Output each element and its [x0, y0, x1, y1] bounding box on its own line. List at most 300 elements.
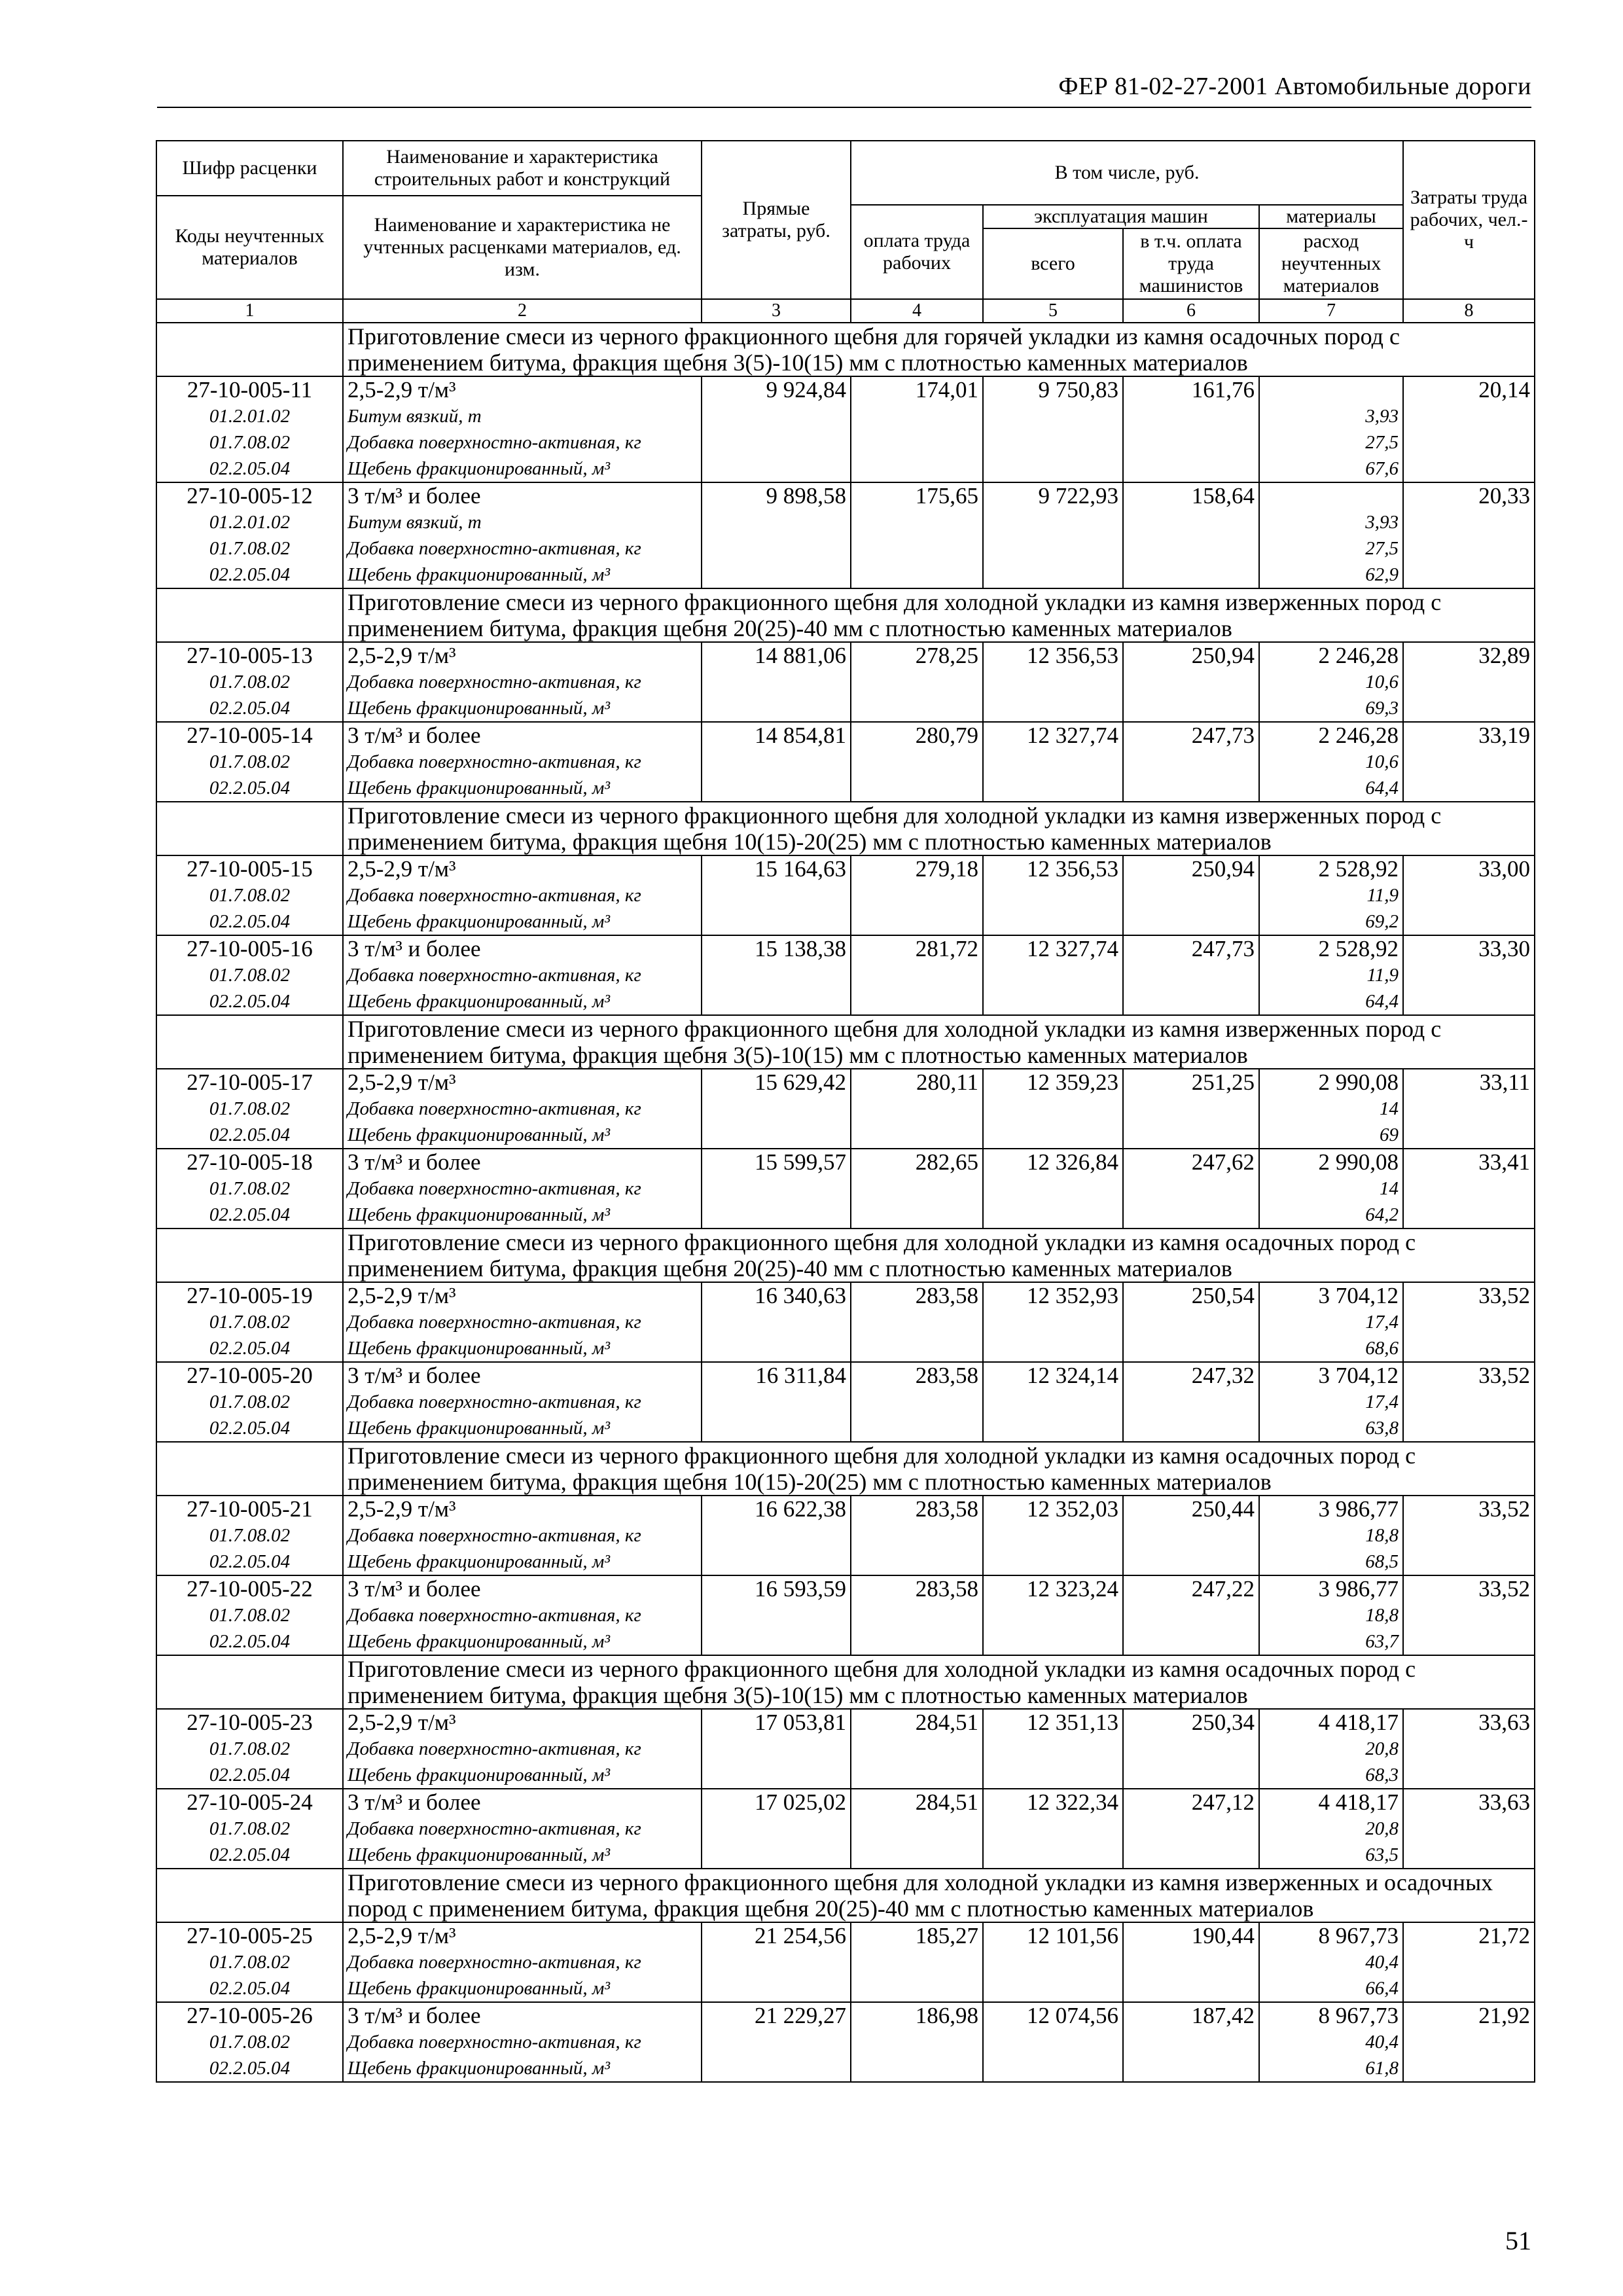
material-consumption: 69: [1259, 1122, 1403, 1149]
empty-cell: [851, 1096, 983, 1122]
material-row: [156, 1975, 1535, 2002]
empty-cell: [851, 988, 983, 1015]
machines-total: 9 722,93: [983, 482, 1123, 509]
material-name: Добавка поверхностно-активная, кг: [343, 1816, 702, 1842]
empty-cell: [702, 1602, 851, 1628]
column-numbers-row: [156, 299, 1535, 323]
rate-row: [156, 1496, 1535, 1522]
material-code: 01.7.08.02: [156, 1949, 343, 1975]
empty-cell: [851, 2029, 983, 2055]
empty-cell: [851, 1202, 983, 1229]
direct-costs: 16 340,63: [702, 1282, 851, 1309]
material-name: Щебень фракционированный, м³: [343, 2055, 702, 2082]
empty-cell: [702, 1949, 851, 1975]
empty-cell: [702, 882, 851, 908]
wages: 281,72: [851, 935, 983, 962]
column-number: 8: [1403, 299, 1535, 323]
rate-row: [156, 1282, 1535, 1309]
material-row: [156, 456, 1535, 482]
material-code: 01.7.08.02: [156, 2029, 343, 2055]
rate-code: 27-10-005-14: [156, 722, 343, 749]
column-number: 4: [851, 299, 983, 323]
rate-code: 27-10-005-21: [156, 1496, 343, 1522]
empty-cell: [983, 2029, 1123, 2055]
empty-cell: [1123, 403, 1259, 429]
material-name: Добавка поверхностно-активная, кг: [343, 1175, 702, 1202]
machines-total: 12 352,03: [983, 1496, 1123, 1522]
rate-code: 27-10-005-11: [156, 376, 343, 403]
empty-cell: [1403, 1522, 1535, 1549]
material-code: 02.2.05.04: [156, 562, 343, 588]
direct-costs: 9 924,84: [702, 376, 851, 403]
material-row: [156, 695, 1535, 722]
empty-cell: [1123, 1842, 1259, 1869]
material-consumption: 61,8: [1259, 2055, 1403, 2082]
section-header-row: [156, 1015, 1535, 1069]
material-name: Щебень фракционированный, м³: [343, 1335, 702, 1362]
material-consumption: 18,8: [1259, 1602, 1403, 1628]
material-code: 01.7.08.02: [156, 669, 343, 695]
direct-costs: 17 025,02: [702, 1789, 851, 1816]
materials-cost: 8 967,73: [1259, 2002, 1403, 2029]
empty-cell: [851, 403, 983, 429]
material-consumption: 20,8: [1259, 1736, 1403, 1762]
empty-cell: [983, 1628, 1123, 1655]
section-header-row: [156, 1869, 1535, 1922]
direct-costs: 16 311,84: [702, 1362, 851, 1389]
rate-row: [156, 1362, 1535, 1389]
rate-code: 27-10-005-26: [156, 2002, 343, 2029]
empty-cell: [1403, 1389, 1535, 1415]
empty-cell: [983, 1415, 1123, 1442]
material-consumption: 64,4: [1259, 988, 1403, 1015]
rate-row: [156, 1575, 1535, 1602]
labor-costs: 33,52: [1403, 1575, 1535, 1602]
machines-wages: 158,64: [1123, 482, 1259, 509]
header-divider: [157, 107, 1531, 108]
direct-costs: 15 138,38: [702, 935, 851, 962]
empty-cell: [851, 749, 983, 775]
section-title: Приготовление смеси из черного фракционного щебня для холодной укладки из камня изверженных пород с применением битума, фракция щебня 10(15)-20(25) мм с плотностью каменных материалов: [343, 802, 1535, 855]
material-name: Добавка поверхностно-активная, кг: [343, 1602, 702, 1628]
empty-cell: [1123, 669, 1259, 695]
direct-costs: 14 881,06: [702, 642, 851, 669]
table-body: [156, 323, 1535, 2082]
empty-cell: [851, 962, 983, 988]
header-labor: Затраты труда рабочих, чел.-ч: [1403, 141, 1535, 299]
empty-cell: [1403, 1736, 1535, 1762]
header-machines-wages: в т.ч. оплата труда машинистов: [1123, 228, 1259, 299]
rate-name: 2,5-2,9 т/м³: [343, 1282, 702, 1309]
material-code: 01.7.08.02: [156, 1389, 343, 1415]
empty-cell: [851, 1816, 983, 1842]
material-row: [156, 1122, 1535, 1149]
empty-cell: [702, 1096, 851, 1122]
rate-name: 2,5-2,9 т/м³: [343, 855, 702, 882]
material-code: 02.2.05.04: [156, 456, 343, 482]
materials-cost: 2 246,28: [1259, 722, 1403, 749]
empty-cell: [851, 1522, 983, 1549]
wages: 283,58: [851, 1496, 983, 1522]
labor-costs: 33,63: [1403, 1709, 1535, 1736]
empty-cell: [983, 1335, 1123, 1362]
empty-cell: [851, 1175, 983, 1202]
empty-cell: [983, 1522, 1123, 1549]
empty-cell: [1123, 1816, 1259, 1842]
empty-cell: [983, 669, 1123, 695]
direct-costs: 21 229,27: [702, 2002, 851, 2029]
section-code-cell: [156, 1442, 343, 1496]
labor-costs: 33,30: [1403, 935, 1535, 962]
empty-cell: [1403, 535, 1535, 562]
material-name: Добавка поверхностно-активная, кг: [343, 429, 702, 456]
rate-row: [156, 1709, 1535, 1736]
empty-cell: [1403, 749, 1535, 775]
rate-name: 3 т/м³ и более: [343, 2002, 702, 2029]
machines-wages: 250,94: [1123, 642, 1259, 669]
empty-cell: [983, 1762, 1123, 1789]
material-row: [156, 669, 1535, 695]
materials-cost: 2 990,08: [1259, 1069, 1403, 1096]
material-name: Щебень фракционированный, м³: [343, 1415, 702, 1442]
empty-cell: [702, 1122, 851, 1149]
material-consumption: 67,6: [1259, 456, 1403, 482]
empty-cell: [851, 1628, 983, 1655]
empty-cell: [1123, 1096, 1259, 1122]
empty-cell: [1123, 1202, 1259, 1229]
empty-cell: [1403, 775, 1535, 802]
empty-cell: [702, 1628, 851, 1655]
material-row: [156, 1549, 1535, 1575]
empty-cell: [1403, 1762, 1535, 1789]
rate-code: 27-10-005-23: [156, 1709, 343, 1736]
empty-cell: [702, 1202, 851, 1229]
wages: 278,25: [851, 642, 983, 669]
empty-cell: [1123, 1602, 1259, 1628]
empty-cell: [851, 1415, 983, 1442]
material-row: [156, 749, 1535, 775]
machines-total: 12 101,56: [983, 1922, 1123, 1949]
empty-cell: [1403, 1122, 1535, 1149]
column-number: 5: [983, 299, 1123, 323]
empty-cell: [851, 535, 983, 562]
machines-total: 12 327,74: [983, 722, 1123, 749]
empty-cell: [851, 1335, 983, 1362]
material-code: 01.7.08.02: [156, 962, 343, 988]
labor-costs: 21,92: [1403, 2002, 1535, 2029]
material-name: Добавка поверхностно-активная, кг: [343, 2029, 702, 2055]
machines-wages: 247,32: [1123, 1362, 1259, 1389]
rate-row: [156, 855, 1535, 882]
empty-cell: [983, 509, 1123, 535]
rate-code: 27-10-005-22: [156, 1575, 343, 1602]
material-consumption: 10,6: [1259, 749, 1403, 775]
material-row: [156, 509, 1535, 535]
rate-name: 2,5-2,9 т/м³: [343, 376, 702, 403]
machines-wages: 251,25: [1123, 1069, 1259, 1096]
material-code: 01.7.08.02: [156, 1736, 343, 1762]
wages: 186,98: [851, 2002, 983, 2029]
material-row: [156, 1522, 1535, 1549]
machines-wages: 247,73: [1123, 722, 1259, 749]
materials-cost: 8 967,73: [1259, 1922, 1403, 1949]
empty-cell: [1123, 988, 1259, 1015]
header-name-bottom: Наименование и характеристика не учтенных расценками материалов, ед. изм.: [343, 196, 702, 299]
material-name: Добавка поверхностно-активная, кг: [343, 1309, 702, 1335]
empty-cell: [851, 562, 983, 588]
rate-row: [156, 722, 1535, 749]
direct-costs: 14 854,81: [702, 722, 851, 749]
materials-cost: 4 418,17: [1259, 1709, 1403, 1736]
empty-cell: [702, 403, 851, 429]
rate-name: 2,5-2,9 т/м³: [343, 1496, 702, 1522]
empty-cell: [1123, 1122, 1259, 1149]
rate-code: 27-10-005-25: [156, 1922, 343, 1949]
empty-cell: [983, 403, 1123, 429]
empty-cell: [851, 669, 983, 695]
empty-cell: [983, 1736, 1123, 1762]
material-consumption: 40,4: [1259, 1949, 1403, 1975]
material-code: 01.7.08.02: [156, 535, 343, 562]
empty-cell: [702, 1975, 851, 2002]
rate-code: 27-10-005-13: [156, 642, 343, 669]
empty-cell: [1403, 908, 1535, 935]
labor-costs: 20,33: [1403, 482, 1535, 509]
rate-code: 27-10-005-18: [156, 1149, 343, 1175]
empty-cell: [702, 562, 851, 588]
material-code: 02.2.05.04: [156, 1415, 343, 1442]
empty-cell: [1123, 1549, 1259, 1575]
rate-name: 3 т/м³ и более: [343, 482, 702, 509]
material-row: [156, 1816, 1535, 1842]
header-materials-consumption: расход неучтенных материалов: [1259, 228, 1403, 299]
materials-cost: 3 986,77: [1259, 1575, 1403, 1602]
wages: 280,79: [851, 722, 983, 749]
header-including: В том числе, руб.: [851, 141, 1403, 205]
machines-total: 9 750,83: [983, 376, 1123, 403]
section-code-cell: [156, 323, 343, 376]
empty-cell: [1123, 535, 1259, 562]
empty-cell: [1403, 1949, 1535, 1975]
machines-total: 12 322,34: [983, 1789, 1123, 1816]
empty-cell: [851, 1602, 983, 1628]
section-title: Приготовление смеси из черного фракционного щебня для холодной укладки из камня осадочных пород с применением битума, фракция щебня 20(25)-40 мм с плотностью каменных материалов: [343, 1229, 1535, 1282]
machines-wages: 187,42: [1123, 2002, 1259, 2029]
section-code-cell: [156, 802, 343, 855]
material-code: 01.7.08.02: [156, 429, 343, 456]
empty-cell: [983, 535, 1123, 562]
empty-cell: [1403, 669, 1535, 695]
machines-wages: 250,34: [1123, 1709, 1259, 1736]
empty-cell: [983, 1175, 1123, 1202]
material-name: Добавка поверхностно-активная, кг: [343, 1949, 702, 1975]
material-consumption: 17,4: [1259, 1389, 1403, 1415]
rate-name: 2,5-2,9 т/м³: [343, 1709, 702, 1736]
material-consumption: 64,4: [1259, 775, 1403, 802]
machines-total: 12 359,23: [983, 1069, 1123, 1096]
machines-total: 12 324,14: [983, 1362, 1123, 1389]
material-consumption: 40,4: [1259, 2029, 1403, 2055]
table-header: [156, 141, 1535, 323]
rate-row: [156, 1149, 1535, 1175]
material-name: Щебень фракционированный, м³: [343, 988, 702, 1015]
empty-cell: [702, 1736, 851, 1762]
section-header-row: [156, 1655, 1535, 1709]
empty-cell: [851, 1549, 983, 1575]
machines-wages: 250,94: [1123, 855, 1259, 882]
empty-cell: [702, 775, 851, 802]
material-code: 01.7.08.02: [156, 1309, 343, 1335]
labor-costs: 32,89: [1403, 642, 1535, 669]
material-consumption: 11,9: [1259, 882, 1403, 908]
rate-name: 3 т/м³ и более: [343, 1789, 702, 1816]
material-consumption: 68,6: [1259, 1335, 1403, 1362]
material-row: [156, 1335, 1535, 1362]
empty-cell: [1123, 562, 1259, 588]
rate-name: 3 т/м³ и более: [343, 1149, 702, 1175]
empty-cell: [1123, 695, 1259, 722]
material-row: [156, 429, 1535, 456]
empty-cell: [1403, 1602, 1535, 1628]
material-name: Щебень фракционированный, м³: [343, 908, 702, 935]
material-row: [156, 403, 1535, 429]
materials-cost: 3 986,77: [1259, 1496, 1403, 1522]
material-name: Битум вязкий, т: [343, 403, 702, 429]
empty-cell: [702, 695, 851, 722]
direct-costs: 15 164,63: [702, 855, 851, 882]
empty-cell: [1123, 908, 1259, 935]
material-row: [156, 1949, 1535, 1975]
section-code-cell: [156, 588, 343, 642]
empty-cell: [702, 1522, 851, 1549]
rate-code: 27-10-005-12: [156, 482, 343, 509]
empty-cell: [983, 749, 1123, 775]
material-consumption: 64,2: [1259, 1202, 1403, 1229]
empty-cell: [702, 429, 851, 456]
direct-costs: 16 593,59: [702, 1575, 851, 1602]
material-code: 01.2.01.02: [156, 509, 343, 535]
rates-table: [156, 140, 1535, 2083]
header-wages: оплата труда рабочих: [851, 205, 983, 299]
rate-name: 3 т/м³ и более: [343, 935, 702, 962]
rate-code: 27-10-005-24: [156, 1789, 343, 1816]
labor-costs: 20,14: [1403, 376, 1535, 403]
section-title: Приготовление смеси из черного фракционного щебня для холодной укладки из камня осадочных пород с применением битума, фракция щебня 10(15)-20(25) мм с плотностью каменных материалов: [343, 1442, 1535, 1496]
material-row: [156, 1096, 1535, 1122]
material-consumption: 63,7: [1259, 1628, 1403, 1655]
rate-row: [156, 2002, 1535, 2029]
empty-cell: [1403, 1816, 1535, 1842]
empty-cell: [983, 1975, 1123, 2002]
empty-cell: [1123, 1335, 1259, 1362]
wages: 280,11: [851, 1069, 983, 1096]
material-row: [156, 1602, 1535, 1628]
page-number: 51: [1505, 2226, 1531, 2255]
empty-cell: [1403, 1628, 1535, 1655]
empty-cell: [1403, 562, 1535, 588]
empty-cell: [983, 908, 1123, 935]
empty-cell: [851, 908, 983, 935]
material-code: 01.7.08.02: [156, 749, 343, 775]
empty-cell: [983, 2055, 1123, 2082]
materials-cost: [1259, 376, 1403, 403]
material-consumption: 14: [1259, 1175, 1403, 1202]
material-name: Добавка поверхностно-активная, кг: [343, 1389, 702, 1415]
labor-costs: 33,00: [1403, 855, 1535, 882]
material-consumption: 18,8: [1259, 1522, 1403, 1549]
machines-total: 12 356,53: [983, 642, 1123, 669]
material-consumption: 17,4: [1259, 1309, 1403, 1335]
empty-cell: [702, 535, 851, 562]
header-direct-costs: Прямые затраты, руб.: [702, 141, 851, 299]
rate-row: [156, 376, 1535, 403]
material-row: [156, 1175, 1535, 1202]
empty-cell: [983, 1949, 1123, 1975]
material-name: Щебень фракционированный, м³: [343, 456, 702, 482]
empty-cell: [1403, 2029, 1535, 2055]
empty-cell: [983, 1096, 1123, 1122]
material-code: 01.7.08.02: [156, 1522, 343, 1549]
labor-costs: 33,41: [1403, 1149, 1535, 1175]
empty-cell: [702, 509, 851, 535]
empty-cell: [1403, 1096, 1535, 1122]
empty-cell: [1403, 1309, 1535, 1335]
material-row: [156, 535, 1535, 562]
material-consumption: 3,93: [1259, 403, 1403, 429]
material-row: [156, 962, 1535, 988]
machines-total: 12 351,13: [983, 1709, 1123, 1736]
empty-cell: [1123, 882, 1259, 908]
rate-code: 27-10-005-17: [156, 1069, 343, 1096]
machines-total: 12 352,93: [983, 1282, 1123, 1309]
empty-cell: [1403, 1842, 1535, 1869]
empty-cell: [1123, 1762, 1259, 1789]
empty-cell: [1403, 962, 1535, 988]
material-code: 01.7.08.02: [156, 1816, 343, 1842]
empty-cell: [1123, 962, 1259, 988]
header-machines: эксплуатация машин: [983, 205, 1259, 228]
material-name: Щебень фракционированный, м³: [343, 775, 702, 802]
rate-row: [156, 1069, 1535, 1096]
machines-total: 12 356,53: [983, 855, 1123, 882]
section-title: Приготовление смеси из черного фракционного щебня для холодной укладки из камня осадочных пород с применением битума, фракция щебня 3(5)-10(15) мм с плотностью каменных материалов: [343, 1655, 1535, 1709]
header-code-bottom: Коды неучтенных материалов: [156, 196, 343, 299]
rate-code: 27-10-005-16: [156, 935, 343, 962]
empty-cell: [1403, 1415, 1535, 1442]
empty-cell: [1123, 456, 1259, 482]
material-consumption: 68,5: [1259, 1549, 1403, 1575]
wages: 284,51: [851, 1709, 983, 1736]
empty-cell: [983, 429, 1123, 456]
material-row: [156, 988, 1535, 1015]
material-consumption: 68,3: [1259, 1762, 1403, 1789]
machines-wages: 250,54: [1123, 1282, 1259, 1309]
machines-wages: 190,44: [1123, 1922, 1259, 1949]
material-code: 02.2.05.04: [156, 695, 343, 722]
section-title: Приготовление смеси из черного фракционного щебня для горячей укладки из камня осадочных пород с применением битума, фракция щебня 3(5)-10(15) мм с плотностью каменных материалов: [343, 323, 1535, 376]
materials-cost: 3 704,12: [1259, 1362, 1403, 1389]
empty-cell: [851, 1309, 983, 1335]
empty-cell: [702, 1309, 851, 1335]
labor-costs: 33,19: [1403, 722, 1535, 749]
direct-costs: 15 599,57: [702, 1149, 851, 1175]
material-consumption: 20,8: [1259, 1816, 1403, 1842]
empty-cell: [851, 775, 983, 802]
material-consumption: 3,93: [1259, 509, 1403, 535]
empty-cell: [983, 775, 1123, 802]
material-consumption: 66,4: [1259, 1975, 1403, 2002]
materials-cost: [1259, 482, 1403, 509]
